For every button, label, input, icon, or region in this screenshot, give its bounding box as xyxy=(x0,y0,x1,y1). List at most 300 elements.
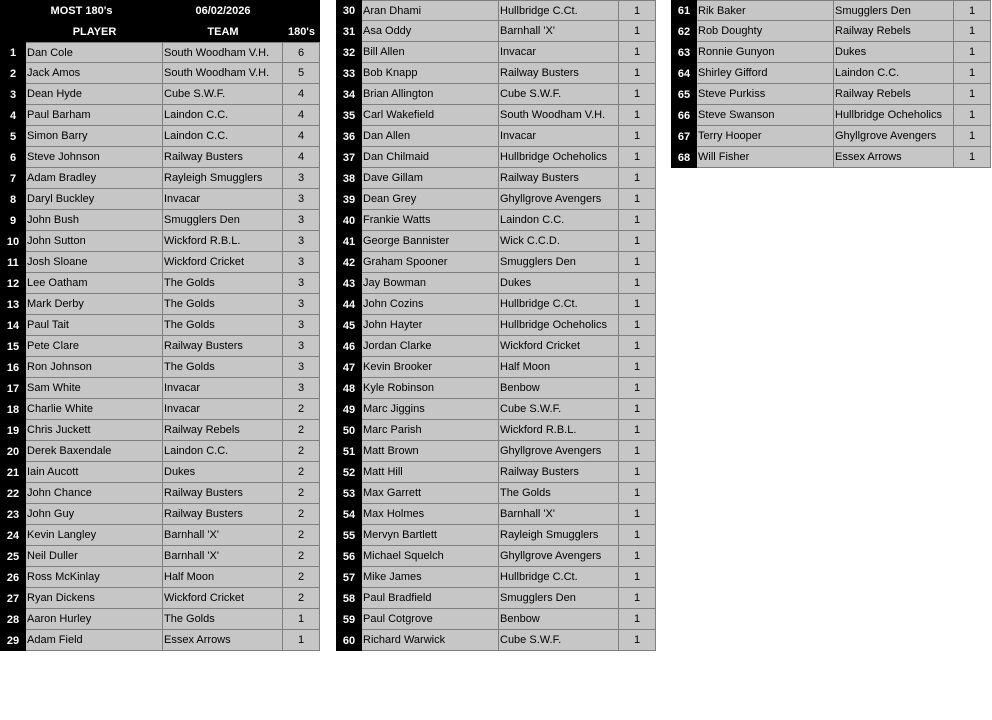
rank-cell: 35 xyxy=(336,105,362,126)
table-row xyxy=(0,630,320,651)
player-cell: Mervyn Bartlett xyxy=(362,525,499,546)
player-cell: Dave Gillam xyxy=(362,168,499,189)
count-cell: 1 xyxy=(619,273,656,294)
team-cell: Railway Busters xyxy=(163,483,283,504)
column-header xyxy=(0,21,320,42)
player-cell: Terry Hooper xyxy=(697,126,834,147)
team-cell: Laindon C.C. xyxy=(499,210,619,231)
rank-cell: 7 xyxy=(0,168,26,189)
team-cell: Dukes xyxy=(834,42,954,63)
table-row xyxy=(336,336,656,357)
table-row xyxy=(0,147,320,168)
count-cell: 1 xyxy=(954,84,991,105)
table-row xyxy=(336,105,656,126)
table-row xyxy=(336,210,656,231)
count-cell: 1 xyxy=(954,21,991,42)
player-cell: Lee Oatham xyxy=(26,273,163,294)
count-cell: 1 xyxy=(619,399,656,420)
count-cell: 1 xyxy=(954,42,991,63)
table-row xyxy=(336,63,656,84)
rank-cell: 6 xyxy=(0,147,26,168)
player-cell: Aaron Hurley xyxy=(26,609,163,630)
count-cell: 3 xyxy=(283,210,320,231)
player-cell: John Bush xyxy=(26,210,163,231)
rank-cell: 60 xyxy=(336,630,362,651)
count-cell: 2 xyxy=(283,483,320,504)
team-cell: Barnhall 'X' xyxy=(163,546,283,567)
player-cell: Dan Chilmaid xyxy=(362,147,499,168)
rank-cell: 28 xyxy=(0,609,26,630)
table-row xyxy=(0,462,320,483)
count-cell: 4 xyxy=(283,84,320,105)
team-cell: Wickford R.B.L. xyxy=(163,231,283,252)
rank-cell: 66 xyxy=(671,105,697,126)
rank-cell: 50 xyxy=(336,420,362,441)
team-cell: Cube S.W.F. xyxy=(499,84,619,105)
count-cell: 1 xyxy=(619,63,656,84)
table-row xyxy=(0,525,320,546)
team-cell: The Golds xyxy=(163,609,283,630)
table-row xyxy=(336,357,656,378)
team-cell: Invacar xyxy=(499,42,619,63)
rank-cell: 9 xyxy=(0,210,26,231)
team-cell: Essex Arrows xyxy=(834,147,954,168)
player-cell: Bob Knapp xyxy=(362,63,499,84)
count-cell: 1 xyxy=(619,588,656,609)
count-cell: 3 xyxy=(283,378,320,399)
count-cell: 4 xyxy=(283,105,320,126)
rank-cell: 32 xyxy=(336,42,362,63)
table-row xyxy=(336,231,656,252)
player-cell: Shirley Gifford xyxy=(697,63,834,84)
player-cell: John Hayter xyxy=(362,315,499,336)
team-cell: Hullbridge Ocheholics xyxy=(499,315,619,336)
rank-cell: 64 xyxy=(671,63,697,84)
table-row xyxy=(336,189,656,210)
team-cell: Cube S.W.F. xyxy=(499,399,619,420)
team-cell: Wickford Cricket xyxy=(163,252,283,273)
player-cell: John Guy xyxy=(26,504,163,525)
team-cell: Invacar xyxy=(163,378,283,399)
rank-cell: 4 xyxy=(0,105,26,126)
rank-cell: 56 xyxy=(336,546,362,567)
rank-cell: 22 xyxy=(0,483,26,504)
player-cell: Graham Spooner xyxy=(362,252,499,273)
table-row xyxy=(0,210,320,231)
count-cell: 2 xyxy=(283,441,320,462)
player-cell: Adam Field xyxy=(26,630,163,651)
player-cell: Bill Allen xyxy=(362,42,499,63)
table-row xyxy=(336,42,656,63)
rank-cell: 31 xyxy=(336,21,362,42)
team-cell: Half Moon xyxy=(163,567,283,588)
team-cell: Railway Rebels xyxy=(834,21,954,42)
count-cell: 1 xyxy=(619,336,656,357)
team-cell: The Golds xyxy=(499,483,619,504)
count-cell: 3 xyxy=(283,189,320,210)
table-row xyxy=(671,147,991,168)
rank-cell: 20 xyxy=(0,441,26,462)
team-cell: Smugglers Den xyxy=(163,210,283,231)
player-cell: Kevin Brooker xyxy=(362,357,499,378)
player-cell: Marc Jiggins xyxy=(362,399,499,420)
team-cell: Invacar xyxy=(163,189,283,210)
player-cell: Simon Barry xyxy=(26,126,163,147)
team-cell: The Golds xyxy=(163,357,283,378)
player-cell: Matt Hill xyxy=(362,462,499,483)
count-cell: 1 xyxy=(954,147,991,168)
rank-cell: 10 xyxy=(0,231,26,252)
player-cell: Ross McKinlay xyxy=(26,567,163,588)
team-cell: Laindon C.C. xyxy=(834,63,954,84)
team-cell: Railway Busters xyxy=(499,168,619,189)
player-cell: Daryl Buckley xyxy=(26,189,163,210)
count-cell: 1 xyxy=(619,483,656,504)
player-cell: Paul Tait xyxy=(26,315,163,336)
rank-cell: 11 xyxy=(0,252,26,273)
team-cell: Dukes xyxy=(499,273,619,294)
count-cell: 1 xyxy=(619,21,656,42)
rank-cell: 58 xyxy=(336,588,362,609)
table-row xyxy=(336,546,656,567)
count-cell: 1 xyxy=(619,378,656,399)
count-cell: 1 xyxy=(619,462,656,483)
rank-cell: 51 xyxy=(336,441,362,462)
team-cell: Railway Rebels xyxy=(834,84,954,105)
team-cell: Barnhall 'X' xyxy=(163,525,283,546)
rank-cell: 44 xyxy=(336,294,362,315)
table-row xyxy=(671,0,991,21)
player-cell: Ron Johnson xyxy=(26,357,163,378)
team-cell: Rayleigh Smugglers xyxy=(163,168,283,189)
table-row xyxy=(336,567,656,588)
team-cell: Dukes xyxy=(163,462,283,483)
player-cell: Paul Bradfield xyxy=(362,588,499,609)
count-cell: 1 xyxy=(619,252,656,273)
player-cell: John Cozins xyxy=(362,294,499,315)
count-cell: 2 xyxy=(283,546,320,567)
table-row xyxy=(0,168,320,189)
count-header: 180's xyxy=(287,25,316,38)
team-cell: Benbow xyxy=(499,609,619,630)
team-cell: South Woodham V.H. xyxy=(163,42,283,63)
team-cell: The Golds xyxy=(163,273,283,294)
rank-cell: 55 xyxy=(336,525,362,546)
player-cell: Dean Hyde xyxy=(26,84,163,105)
player-cell: Rik Baker xyxy=(697,0,834,21)
team-cell: Barnhall 'X' xyxy=(499,504,619,525)
table-row xyxy=(336,609,656,630)
rank-cell: 15 xyxy=(0,336,26,357)
player-cell: Ryan Dickens xyxy=(26,588,163,609)
player-cell: Chris Juckett xyxy=(26,420,163,441)
team-cell: Ghyllgrove Avengers xyxy=(834,126,954,147)
count-cell: 1 xyxy=(619,525,656,546)
count-cell: 1 xyxy=(619,126,656,147)
table-row xyxy=(0,378,320,399)
rank-cell: 3 xyxy=(0,84,26,105)
table-row xyxy=(336,420,656,441)
rank-cell: 18 xyxy=(0,399,26,420)
table-row xyxy=(671,105,991,126)
count-cell: 1 xyxy=(619,210,656,231)
count-cell: 1 xyxy=(619,147,656,168)
player-cell: Michael Squelch xyxy=(362,546,499,567)
player-cell: Jack Amos xyxy=(26,63,163,84)
table-row xyxy=(336,147,656,168)
table-row xyxy=(336,294,656,315)
team-cell: Invacar xyxy=(499,126,619,147)
player-cell: Josh Sloane xyxy=(26,252,163,273)
rank-cell: 8 xyxy=(0,189,26,210)
rank-cell: 1 xyxy=(0,42,26,63)
table-row xyxy=(0,336,320,357)
table-row xyxy=(0,399,320,420)
table-row xyxy=(336,21,656,42)
table-row xyxy=(671,42,991,63)
team-cell: Railway Rebels xyxy=(163,420,283,441)
team-cell: Smugglers Den xyxy=(499,252,619,273)
count-cell: 1 xyxy=(283,630,320,651)
rank-cell: 17 xyxy=(0,378,26,399)
rank-cell: 40 xyxy=(336,210,362,231)
count-cell: 1 xyxy=(619,420,656,441)
player-cell: Dan Allen xyxy=(362,126,499,147)
team-cell: The Golds xyxy=(163,294,283,315)
table-row xyxy=(0,189,320,210)
count-cell: 2 xyxy=(283,567,320,588)
count-cell: 1 xyxy=(619,231,656,252)
rank-cell: 30 xyxy=(336,0,362,21)
rank-cell: 14 xyxy=(0,315,26,336)
player-cell: George Bannister xyxy=(362,231,499,252)
player-cell: Derek Baxendale xyxy=(26,441,163,462)
table-row xyxy=(336,126,656,147)
team-cell: Invacar xyxy=(163,399,283,420)
count-cell: 2 xyxy=(283,504,320,525)
player-cell: Kyle Robinson xyxy=(362,378,499,399)
player-cell: Richard Warwick xyxy=(362,630,499,651)
team-cell: Hullbridge C.Ct. xyxy=(499,294,619,315)
table-row xyxy=(0,609,320,630)
rank-cell: 49 xyxy=(336,399,362,420)
count-cell: 1 xyxy=(954,105,991,126)
standings-panel-3 xyxy=(671,0,991,168)
table-row xyxy=(0,294,320,315)
rank-cell: 42 xyxy=(336,252,362,273)
team-cell: Smugglers Den xyxy=(499,588,619,609)
table-row xyxy=(0,126,320,147)
player-cell: Pete Clare xyxy=(26,336,163,357)
table-row xyxy=(0,84,320,105)
player-cell: Rob Doughty xyxy=(697,21,834,42)
team-cell: Essex Arrows xyxy=(163,630,283,651)
table-row xyxy=(0,315,320,336)
rank-cell: 39 xyxy=(336,189,362,210)
rank-cell: 37 xyxy=(336,147,362,168)
count-cell: 3 xyxy=(283,168,320,189)
count-cell: 4 xyxy=(283,147,320,168)
team-cell: Hullbridge C.Ct. xyxy=(499,567,619,588)
count-cell: 2 xyxy=(283,420,320,441)
player-cell: Will Fisher xyxy=(697,147,834,168)
rank-cell: 29 xyxy=(0,630,26,651)
rank-cell: 65 xyxy=(671,84,697,105)
team-cell: Barnhall 'X' xyxy=(499,21,619,42)
table-row xyxy=(336,588,656,609)
team-cell: Hullbridge Ocheholics xyxy=(834,105,954,126)
rank-cell: 46 xyxy=(336,336,362,357)
rank-cell: 25 xyxy=(0,546,26,567)
count-cell: 1 xyxy=(954,0,991,21)
rank-cell: 48 xyxy=(336,378,362,399)
count-cell: 1 xyxy=(954,126,991,147)
rank-cell: 43 xyxy=(336,273,362,294)
table-row xyxy=(671,84,991,105)
rank-cell: 67 xyxy=(671,126,697,147)
rank-cell: 53 xyxy=(336,483,362,504)
rank-cell: 47 xyxy=(336,357,362,378)
table-row xyxy=(671,126,991,147)
team-cell: Cube S.W.F. xyxy=(499,630,619,651)
rank-cell: 54 xyxy=(336,504,362,525)
team-cell: Benbow xyxy=(499,378,619,399)
team-cell: Laindon C.C. xyxy=(163,126,283,147)
count-cell: 1 xyxy=(619,504,656,525)
team-cell: Half Moon xyxy=(499,357,619,378)
table-row xyxy=(336,168,656,189)
count-cell: 1 xyxy=(619,42,656,63)
team-cell: Railway Busters xyxy=(163,147,283,168)
player-cell: Ronnie Gunyon xyxy=(697,42,834,63)
team-cell: Smugglers Den xyxy=(834,0,954,21)
count-cell: 3 xyxy=(283,315,320,336)
rank-cell: 23 xyxy=(0,504,26,525)
team-cell: Railway Busters xyxy=(163,504,283,525)
rank-cell: 52 xyxy=(336,462,362,483)
count-cell: 2 xyxy=(283,399,320,420)
player-cell: Paul Cotgrove xyxy=(362,609,499,630)
rank-cell: 62 xyxy=(671,21,697,42)
count-cell: 1 xyxy=(619,357,656,378)
count-cell: 3 xyxy=(283,273,320,294)
table-row xyxy=(0,105,320,126)
rank-cell: 16 xyxy=(0,357,26,378)
team-cell: South Woodham V.H. xyxy=(163,63,283,84)
rank-cell: 27 xyxy=(0,588,26,609)
player-cell: Kevin Langley xyxy=(26,525,163,546)
count-cell: 1 xyxy=(619,84,656,105)
rank-cell: 57 xyxy=(336,567,362,588)
player-cell: Paul Barham xyxy=(26,105,163,126)
table-row xyxy=(0,483,320,504)
sheet-date: 06/02/2026 xyxy=(195,4,251,17)
player-cell: Dean Grey xyxy=(362,189,499,210)
player-cell: Jordan Clarke xyxy=(362,336,499,357)
player-cell: Adam Bradley xyxy=(26,168,163,189)
table-row xyxy=(0,420,320,441)
count-cell: 1 xyxy=(619,189,656,210)
team-header: TEAM xyxy=(207,25,239,38)
rank-cell: 59 xyxy=(336,609,362,630)
player-cell: Frankie Watts xyxy=(362,210,499,231)
rank-cell: 63 xyxy=(671,42,697,63)
player-cell: Carl Wakefield xyxy=(362,105,499,126)
team-cell: Wick C.C.D. xyxy=(499,231,619,252)
table-row xyxy=(0,42,320,63)
table-row xyxy=(336,252,656,273)
team-cell: Hullbridge Ocheholics xyxy=(499,147,619,168)
rank-cell: 21 xyxy=(0,462,26,483)
table-row xyxy=(0,588,320,609)
table-row xyxy=(336,0,656,21)
count-cell: 3 xyxy=(283,357,320,378)
standings-panel-2 xyxy=(336,0,656,651)
count-cell: 5 xyxy=(283,63,320,84)
player-cell: Steve Johnson xyxy=(26,147,163,168)
standings-panel-1 xyxy=(0,0,320,651)
team-cell: Cube S.W.F. xyxy=(163,84,283,105)
count-cell: 1 xyxy=(619,546,656,567)
team-cell: The Golds xyxy=(163,315,283,336)
count-cell: 1 xyxy=(619,0,656,21)
rank-cell: 34 xyxy=(336,84,362,105)
table-row xyxy=(671,63,991,84)
player-cell: John Sutton xyxy=(26,231,163,252)
table-row xyxy=(336,315,656,336)
table-row xyxy=(0,441,320,462)
count-cell: 1 xyxy=(619,441,656,462)
rank-cell: 19 xyxy=(0,420,26,441)
count-cell: 1 xyxy=(954,63,991,84)
team-cell: South Woodham V.H. xyxy=(499,105,619,126)
team-cell: Ghyllgrove Avengers xyxy=(499,189,619,210)
title-bar xyxy=(0,0,320,21)
table-row xyxy=(336,399,656,420)
team-cell: Wickford Cricket xyxy=(499,336,619,357)
count-cell: 1 xyxy=(283,609,320,630)
table-row xyxy=(0,504,320,525)
rank-cell: 36 xyxy=(336,126,362,147)
table-row xyxy=(336,504,656,525)
team-cell: Hullbridge C.Ct. xyxy=(499,0,619,21)
rank-cell: 61 xyxy=(671,0,697,21)
count-cell: 3 xyxy=(283,231,320,252)
player-cell: Neil Duller xyxy=(26,546,163,567)
rank-cell: 38 xyxy=(336,168,362,189)
team-cell: Wickford R.B.L. xyxy=(499,420,619,441)
table-row xyxy=(336,441,656,462)
player-cell: Steve Swanson xyxy=(697,105,834,126)
team-cell: Wickford Cricket xyxy=(163,588,283,609)
count-cell: 3 xyxy=(283,336,320,357)
table-row xyxy=(0,273,320,294)
team-cell: Rayleigh Smugglers xyxy=(499,525,619,546)
table-row xyxy=(336,273,656,294)
player-cell: Aran Dhami xyxy=(362,0,499,21)
player-cell: Sam White xyxy=(26,378,163,399)
count-cell: 2 xyxy=(283,525,320,546)
rank-cell: 13 xyxy=(0,294,26,315)
count-cell: 2 xyxy=(283,462,320,483)
rank-cell: 12 xyxy=(0,273,26,294)
player-cell: Brian Allington xyxy=(362,84,499,105)
table-row xyxy=(0,546,320,567)
count-cell: 1 xyxy=(619,315,656,336)
rank-cell: 26 xyxy=(0,567,26,588)
table-row xyxy=(0,567,320,588)
player-cell: Charlie White xyxy=(26,399,163,420)
